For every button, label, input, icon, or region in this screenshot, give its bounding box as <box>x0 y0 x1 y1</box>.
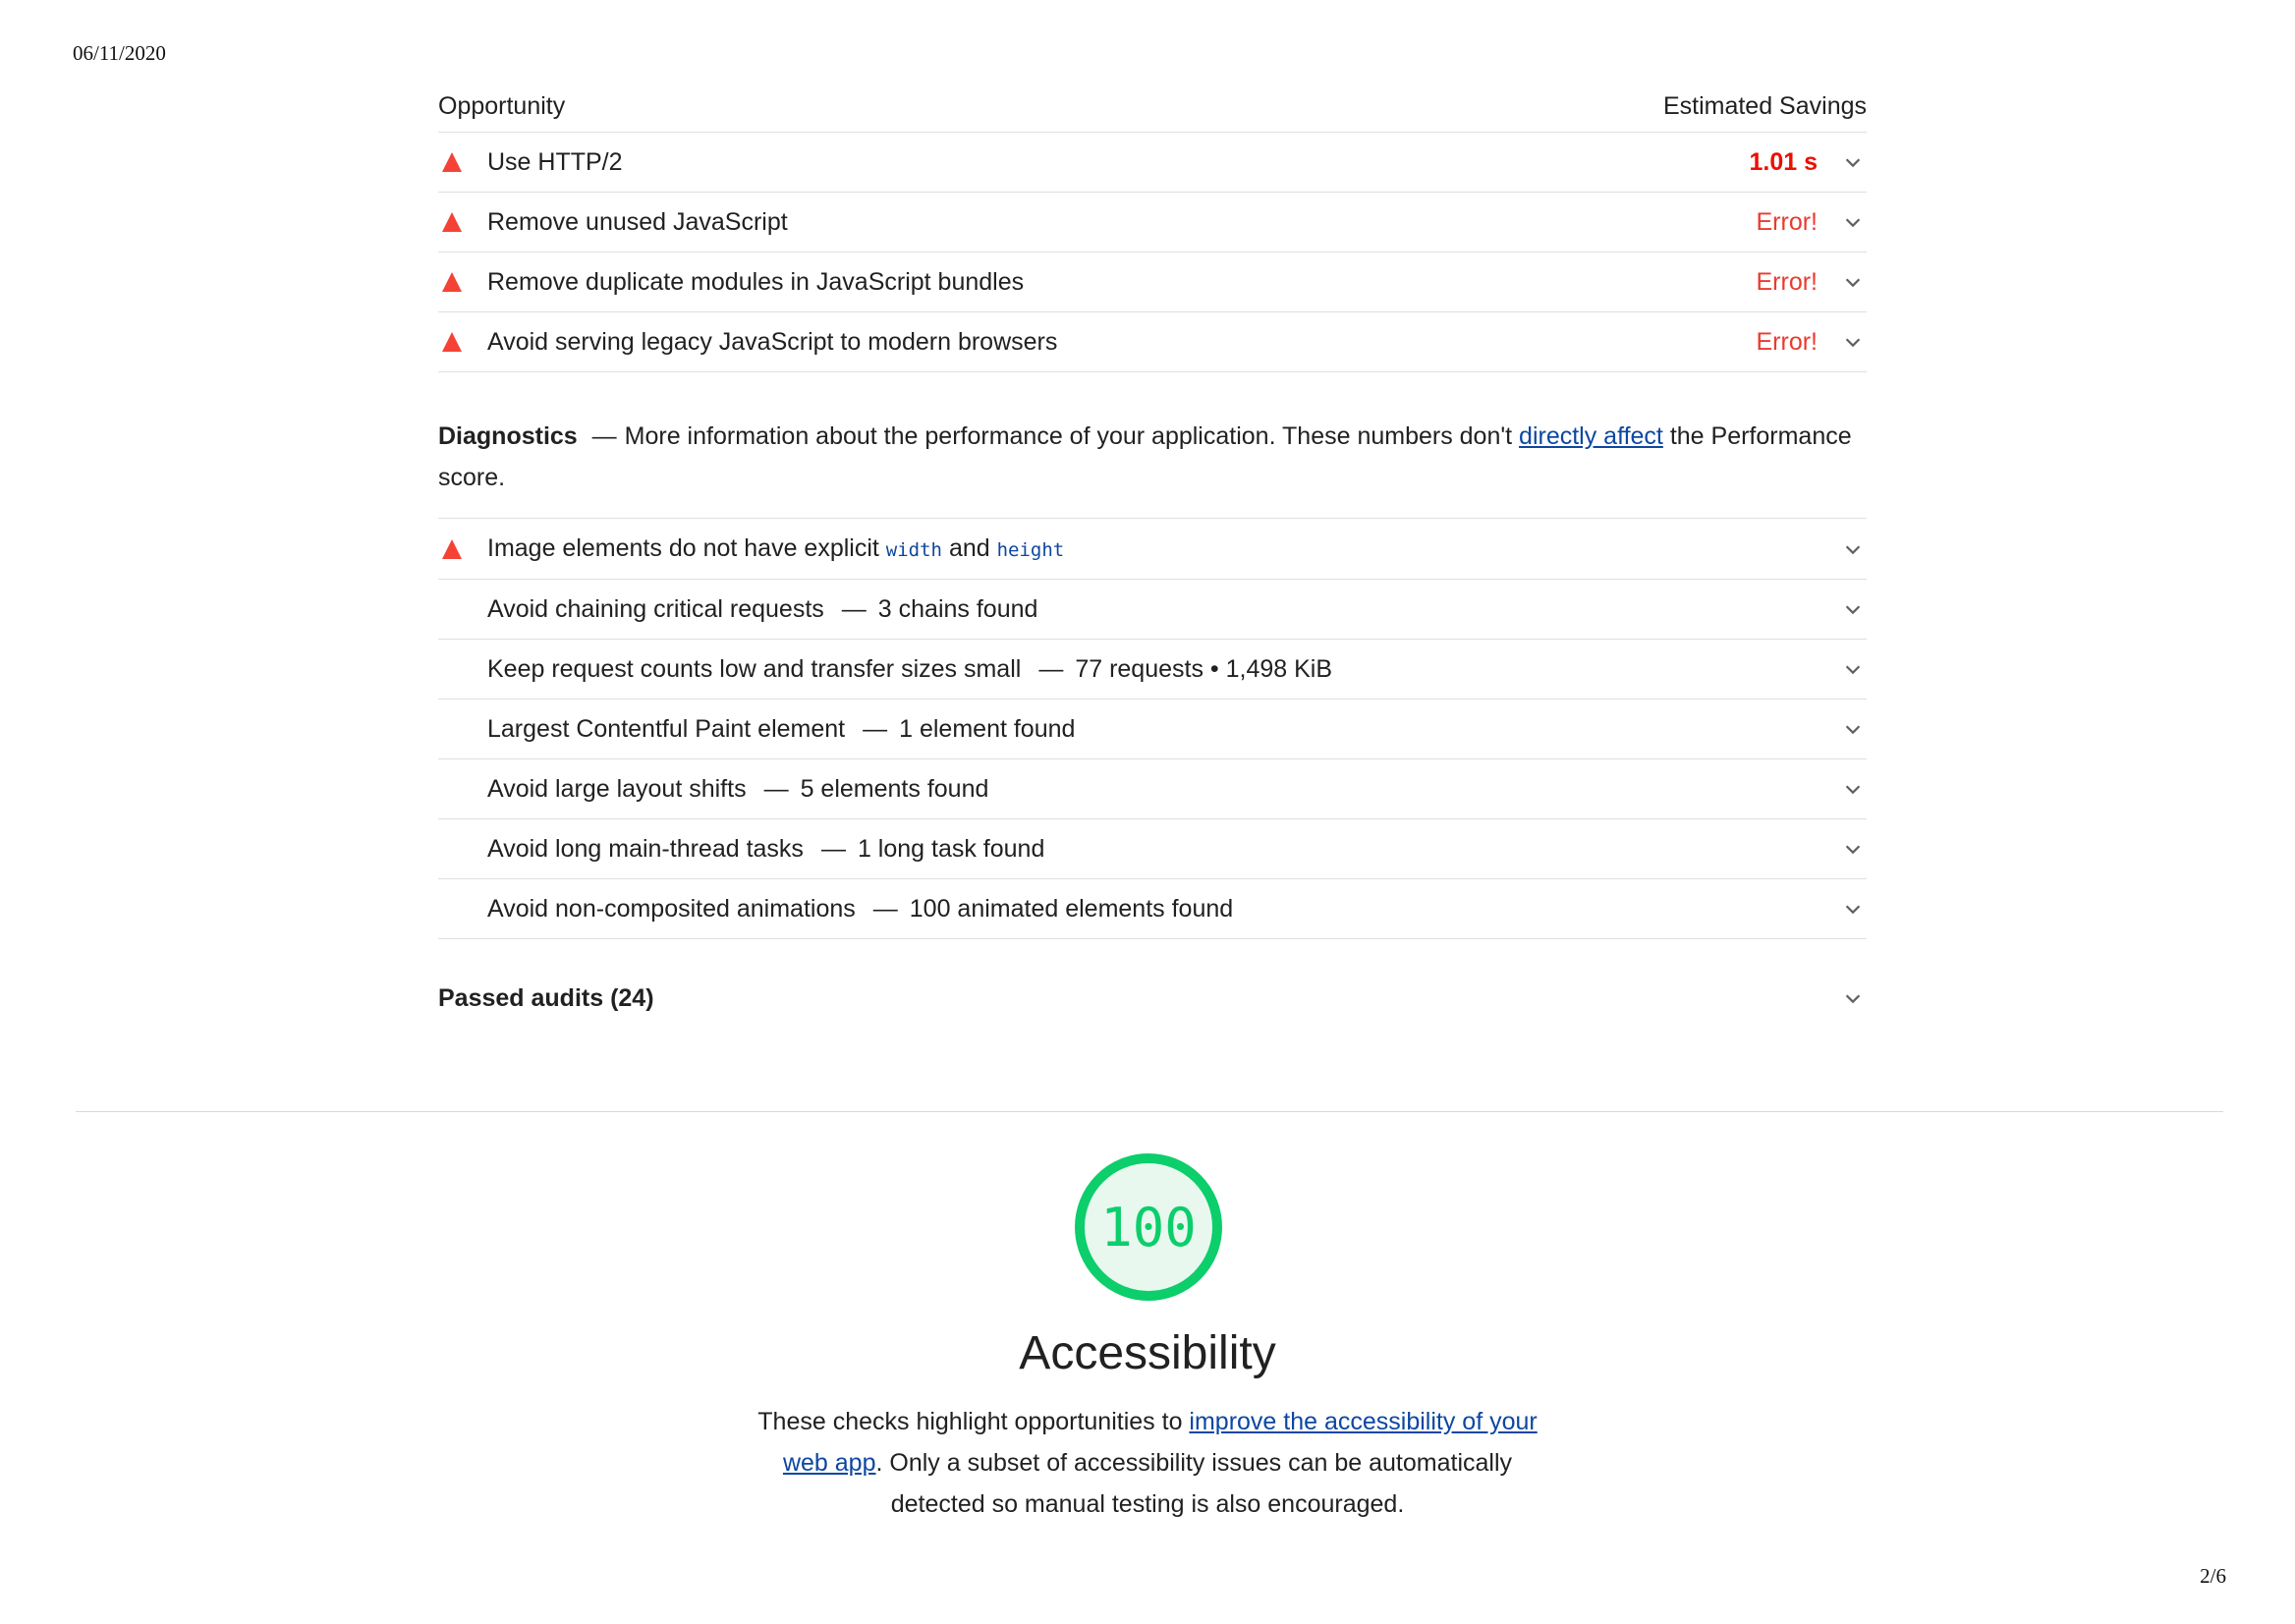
triangle-warning-icon <box>442 332 462 352</box>
audit-title: Use HTTP/2 <box>487 147 623 176</box>
audit-title <box>487 655 1839 684</box>
triangle-warning-icon <box>442 152 462 172</box>
opportunity-column-label: Opportunity <box>438 91 566 120</box>
chevron-down-icon[interactable] <box>1839 148 1867 176</box>
accessibility-desc-text: These checks highlight opportunities to <box>757 1408 1190 1435</box>
audit-long-tasks[interactable] <box>438 819 1867 879</box>
audit-title-text: Largest Contentful Paint element <box>487 714 846 743</box>
chevron-down-icon[interactable] <box>1839 535 1867 563</box>
diagnostics-title: Diagnostics <box>438 422 578 450</box>
audit-title <box>487 775 1839 804</box>
audit-display-value: 5 elements found <box>800 774 989 803</box>
audit-layout-shifts[interactable] <box>438 759 1867 819</box>
audit-title <box>487 534 1839 563</box>
audit-critical-request-chains[interactable] <box>438 580 1867 640</box>
audit-separator: — <box>872 894 898 923</box>
audit-duplicate-modules[interactable] <box>438 252 1867 312</box>
directly-affect-link[interactable]: directly affect <box>1519 422 1663 450</box>
audit-title <box>487 715 1839 744</box>
audit-title-text: Avoid long main-thread tasks <box>487 834 804 863</box>
audit-savings-value: Error! <box>1756 327 1818 356</box>
improve-accessibility-link[interactable]: improve the accessibility of your web app <box>782 1408 1538 1477</box>
audit-display-value: 3 chains found <box>877 594 1038 623</box>
triangle-warning-icon <box>442 212 462 232</box>
audit-display-value: 1 element found <box>899 714 1076 743</box>
opportunity-header <box>438 81 1867 133</box>
audit-display-value: 77 requests • 1,498 KiB <box>1075 654 1333 683</box>
audit-title-text: Avoid chaining critical requests <box>487 594 824 623</box>
audit-display-value: 1 long task found <box>857 834 1045 863</box>
diagnostics-text: More information about the performance of your application. These numbers don't <box>624 422 1520 450</box>
audit-display-value: 100 animated elements found <box>909 894 1234 923</box>
audit-title-text: Keep request counts low and transfer sizes small <box>487 654 1022 683</box>
audit-title-text: Avoid non-composited animations <box>487 894 856 923</box>
audit-title: Remove unused JavaScript <box>487 207 788 236</box>
audit-title: Remove duplicate modules in JavaScript bundles <box>487 267 1025 296</box>
audit-separator: — <box>763 774 789 803</box>
chevron-down-icon[interactable] <box>1839 895 1867 923</box>
chevron-down-icon[interactable] <box>1839 715 1867 743</box>
accessibility-description <box>735 1401 1560 1525</box>
audit-savings-value: Error! <box>1756 207 1818 236</box>
triangle-warning-icon <box>442 272 462 292</box>
accessibility-title: Accessibility <box>1019 1327 1276 1379</box>
width-code: width <box>885 539 942 561</box>
accessibility-score-gauge[interactable] <box>1074 1152 1223 1302</box>
accessibility-desc-text-end: . Only a subset of accessibility issues can be automatically detected so manual testing is also encouraged. <box>875 1449 1513 1518</box>
triangle-warning-icon <box>442 539 462 559</box>
passed-audits-toggle[interactable] <box>438 969 1867 1028</box>
chevron-down-icon[interactable] <box>1839 595 1867 623</box>
chevron-down-icon[interactable] <box>1839 775 1867 803</box>
audit-savings-value: 1.01 s <box>1749 147 1818 176</box>
section-divider <box>76 1111 2223 1112</box>
diagnostics-description <box>438 416 1867 519</box>
audit-title <box>487 895 1839 924</box>
audit-legacy-javascript[interactable] <box>438 312 1867 372</box>
audit-remove-unused-javascript[interactable] <box>438 193 1867 252</box>
audit-separator: — <box>820 834 846 863</box>
height-code: height <box>996 539 1065 561</box>
chevron-down-icon[interactable] <box>1839 328 1867 356</box>
chevron-down-icon[interactable] <box>1839 984 1867 1012</box>
chevron-down-icon[interactable] <box>1839 208 1867 236</box>
audit-title-text: Image elements do not have explicit <box>487 534 886 562</box>
audit-title <box>487 595 1839 624</box>
audit-separator: — <box>841 594 867 623</box>
page-number: 2/6 <box>2200 1564 2226 1588</box>
audit-separator: — <box>1038 654 1064 683</box>
audit-use-http2[interactable] <box>438 133 1867 193</box>
audit-separator: — <box>863 714 888 743</box>
print-date: 06/11/2020 <box>73 41 166 65</box>
chevron-down-icon[interactable] <box>1839 835 1867 863</box>
diagnostics-text-end: the Performance score. <box>438 422 1852 491</box>
accessibility-score: 100 <box>1100 1196 1197 1259</box>
audit-non-composited-animations[interactable] <box>438 879 1867 939</box>
performance-audits <box>438 81 1867 1028</box>
audit-title-middle: and <box>942 534 997 562</box>
audit-resource-summary[interactable] <box>438 640 1867 700</box>
diagnostics-separator: — <box>591 422 617 450</box>
audit-title <box>487 835 1839 864</box>
chevron-down-icon[interactable] <box>1839 655 1867 683</box>
chevron-down-icon[interactable] <box>1839 268 1867 296</box>
estimated-savings-column-label: Estimated Savings <box>1662 91 1867 120</box>
audit-title: Avoid serving legacy JavaScript to modern browsers <box>487 327 1058 356</box>
passed-audits-label: Passed audits (24) <box>438 983 654 1012</box>
audit-unsized-images[interactable] <box>438 519 1867 580</box>
audit-lcp-element[interactable] <box>438 700 1867 759</box>
audit-savings-value: Error! <box>1756 267 1818 296</box>
audit-title-text: Avoid large layout shifts <box>487 774 747 803</box>
